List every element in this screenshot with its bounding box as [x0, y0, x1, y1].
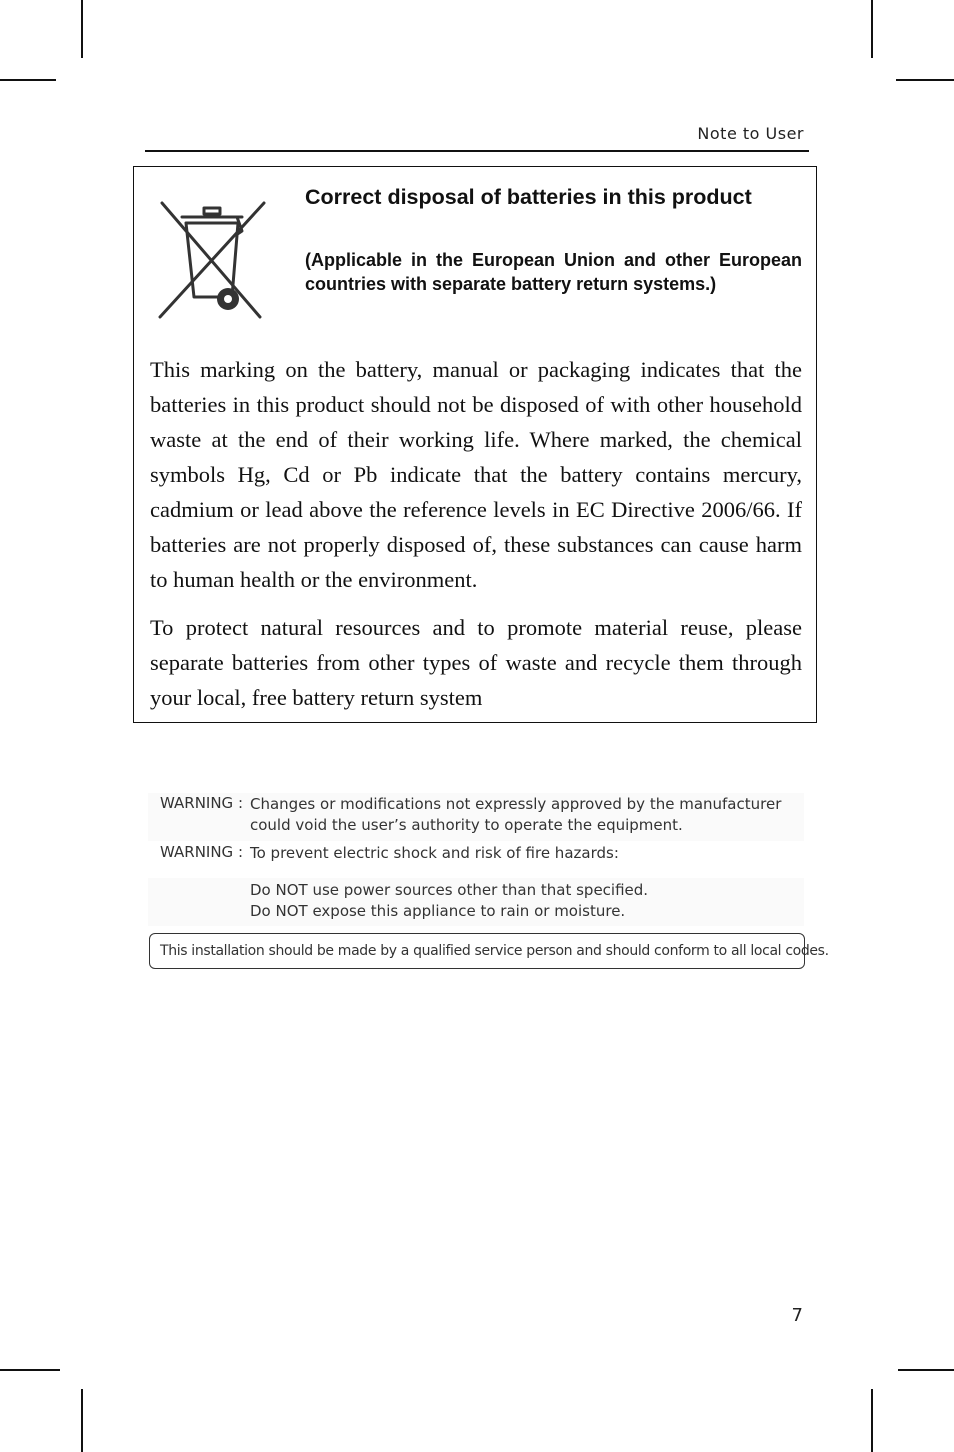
warning-line: Changes or modifications not expressly approved by the manufacturer: [250, 795, 782, 813]
crop-mark-top-left-vertical: [81, 0, 83, 58]
notice-title: Correct disposal of batteries in this product: [305, 185, 752, 209]
warning-row: [148, 842, 804, 876]
header-rule: [145, 150, 809, 152]
crop-mark-top-right-vertical: [871, 0, 873, 58]
installation-note: This installation should be made by a qualified service person and should conform to all local codes.: [149, 933, 805, 969]
crossed-out-wheeled-bin-icon: [152, 193, 270, 325]
warning-text: [250, 843, 619, 864]
page-number: 7: [791, 1305, 803, 1326]
crop-mark-bottom-left-vertical: [81, 1389, 83, 1452]
warning-label: WARNING :: [160, 794, 244, 812]
crop-mark-bottom-right-horizontal: [898, 1369, 954, 1371]
warning-label: WARNING :: [160, 843, 244, 861]
warning-line: To prevent electric shock and risk of fire hazards:: [250, 844, 619, 862]
warning-line: Do NOT use power sources other than that specified.: [250, 881, 649, 899]
warning-text: [250, 880, 648, 922]
notice-paragraph: This marking on the battery, manual or packaging indicates that the batteries in this product should not be disposed of with other household waste at the end of their working life. Where marked, the chemical symbols Hg, Cd or Pb indicate that the battery contains mercury, cadmium or lead above the reference levels in EC Directive 2006/66. If batteries are not properly disposed of, these substances can cause harm to human health or the environment.: [150, 357, 802, 592]
crop-mark-top-right-horizontal: [896, 79, 954, 81]
section-header-label: Note to User: [697, 124, 804, 143]
crop-mark-top-left-horizontal: [0, 79, 56, 81]
warning-line: could void the user’s authority to operate the equipment.: [250, 816, 683, 834]
notice-subtitle: (Applicable in the European Union and other European countries with separate battery return systems.): [305, 250, 802, 294]
crop-mark-bottom-right-vertical: [871, 1389, 873, 1452]
crop-mark-bottom-left-horizontal: [0, 1369, 60, 1371]
warning-row: [148, 878, 804, 926]
notice-paragraph: To protect natural resources and to promote material reuse, please separate batteries from other types of waste and recycle them through your local, free battery return system: [150, 615, 802, 710]
warning-line: Do NOT expose this appliance to rain or moisture.: [250, 902, 626, 920]
warning-row: [148, 793, 804, 841]
warning-text: [250, 794, 781, 836]
